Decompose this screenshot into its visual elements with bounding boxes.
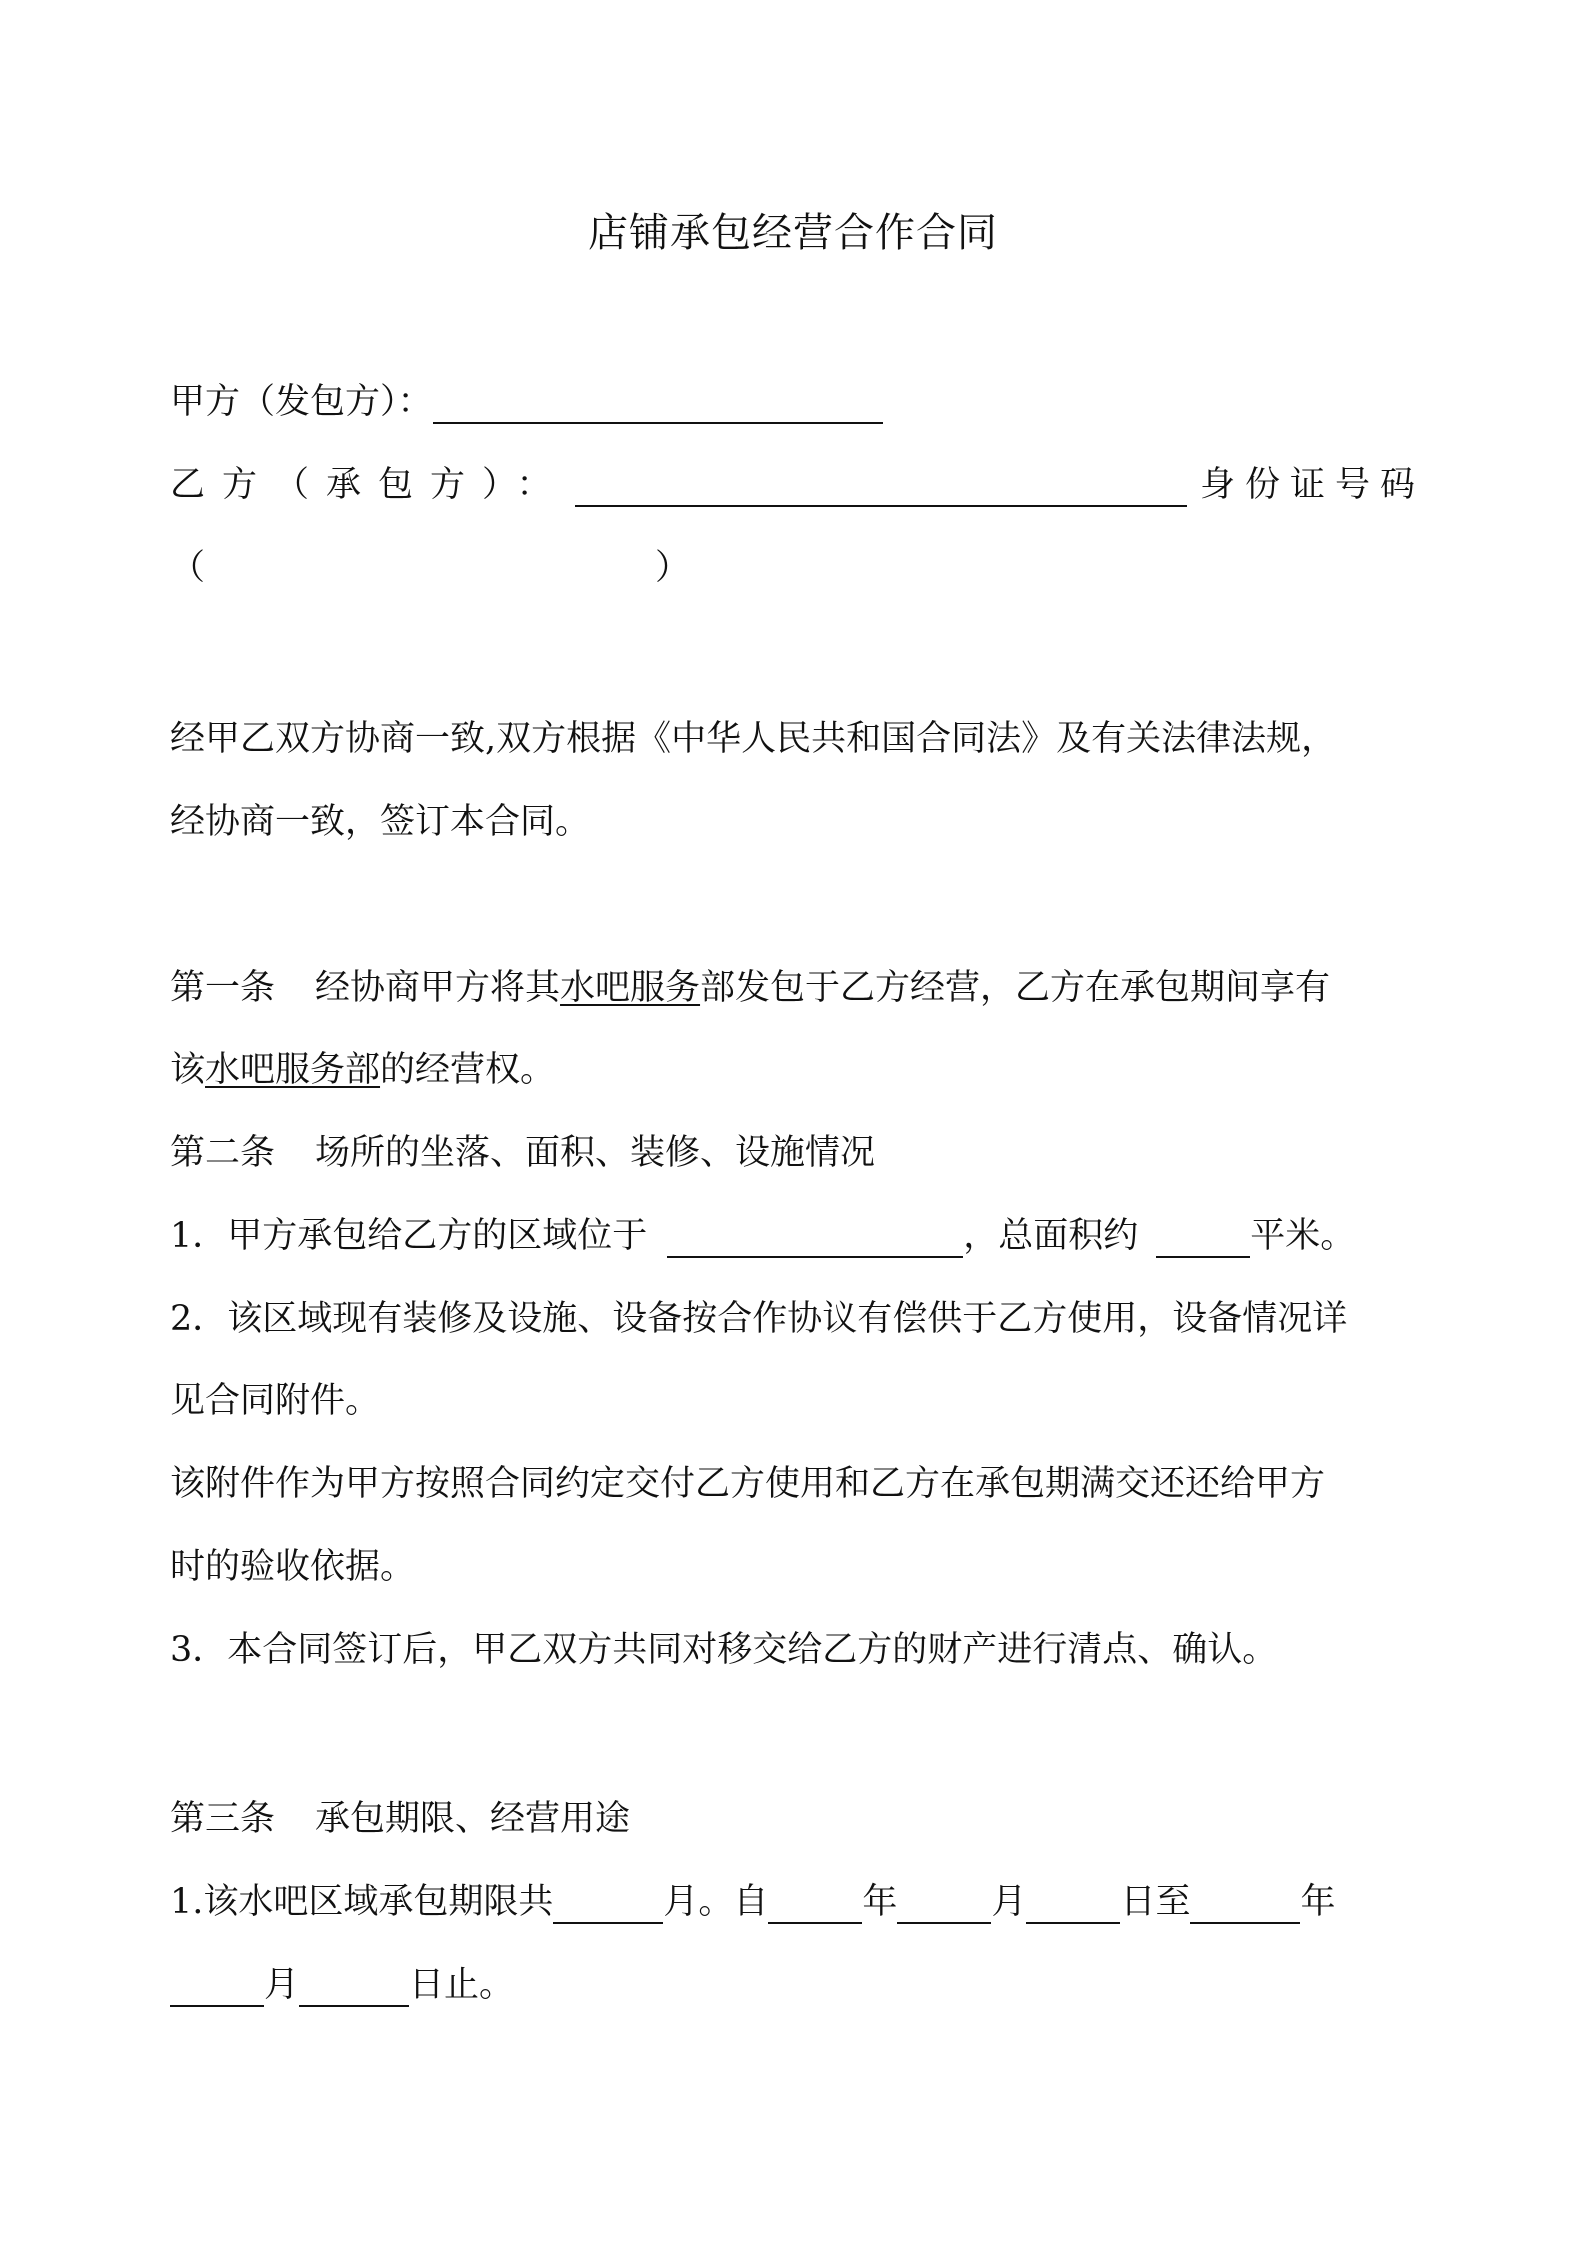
article1-text-b: 部发包于乙方经营，乙方在承包期间享有 <box>700 968 1331 1008</box>
party-a-line <box>170 380 883 424</box>
area-blank <box>1156 1222 1250 1258</box>
article1-line-1 <box>170 966 1330 1010</box>
article2-item1-b: ，总面积约 <box>963 1216 1139 1256</box>
article3-item1-a: 1.该水吧区域承包期限共 <box>170 1882 554 1922</box>
start-month-blank <box>897 1888 991 1924</box>
article2-heading-line <box>170 1131 875 1175</box>
article3-item1-year: 年 <box>862 1882 898 1922</box>
preamble-line-2: 经协商一致，签订本合同。 <box>170 802 591 842</box>
article3-line2-month: 月 <box>264 1965 300 2005</box>
article2-item1 <box>170 1214 1355 1258</box>
article3-subject: 承包期限、经营用途 <box>315 1799 631 1839</box>
article3-heading: 第三条 <box>170 1799 276 1839</box>
article3-item1-line-1 <box>170 1880 1335 1924</box>
article2-item1-a: 1．甲方承包给乙方的区域位于 <box>170 1216 648 1256</box>
article2-note-line-1: 该附件作为甲方按照合同约定交付乙方使用和乙方在承包期满交还还给甲方 <box>170 1464 1326 1504</box>
id-paren-open: （ <box>170 548 206 588</box>
article2-item2-line-2: 见合同附件。 <box>170 1381 381 1421</box>
article3-item1-line-2 <box>170 1963 514 2007</box>
article3-item1-day-to: 日至 <box>1120 1882 1191 1922</box>
party-a-blank <box>433 388 883 424</box>
article1-line-2 <box>170 1048 555 1092</box>
article2-item1-c: 平米。 <box>1250 1216 1356 1256</box>
article2-item2-line-1: 2．该区域现有装修及设施、设备按合作协议有偿供于乙方使用，设备情况详 <box>170 1299 1348 1339</box>
party-b-line <box>170 463 1425 507</box>
article3-line2-end: 日止。 <box>409 1965 515 2005</box>
article3-heading-line <box>170 1797 630 1841</box>
id-paren-close: ） <box>655 548 691 588</box>
end-day-blank <box>299 1971 409 2007</box>
article3-item1-month: 月。自 <box>663 1882 769 1922</box>
article3-item1-month2: 月 <box>991 1882 1027 1922</box>
article3-item1-year2: 年 <box>1300 1882 1336 1922</box>
term-months-blank <box>553 1888 663 1924</box>
party-b-blank <box>575 471 1187 507</box>
party-b-label: 乙方（承包方）： <box>170 465 569 505</box>
end-month-blank <box>170 1971 264 2007</box>
article2-heading: 第二条 <box>170 1133 276 1173</box>
article1-line2-a: 该 <box>170 1050 206 1090</box>
article2-note-line-2: 时的验收依据。 <box>170 1547 416 1587</box>
article1-text-a: 经协商甲方将其 <box>315 968 561 1008</box>
start-year-blank <box>768 1888 862 1924</box>
location-blank <box>667 1222 963 1258</box>
article1-heading: 第一条 <box>170 968 276 1008</box>
article1-term: 水吧服务 <box>560 968 701 1008</box>
start-day-blank <box>1026 1888 1120 1924</box>
document-title: 店铺承包经营合作合同 <box>588 210 998 256</box>
id-number-label: 身份证号码 <box>1199 465 1425 505</box>
preamble-line-1: 经甲乙双方协商一致,双方根据《中华人民共和国合同法》及有关法律法规， <box>170 719 1337 759</box>
article1-line2-b: 的经营权。 <box>380 1050 556 1090</box>
party-a-label: 甲方（发包方）： <box>170 382 433 422</box>
article2-subject: 场所的坐落、面积、装修、设施情况 <box>315 1133 876 1173</box>
article1-line2-term: 水吧服务部 <box>205 1050 381 1090</box>
end-year-blank <box>1190 1888 1300 1924</box>
id-number-paren <box>170 546 690 590</box>
article2-item3: 3．本合同签订后，甲乙双方共同对移交给乙方的财产进行清点、确认。 <box>170 1630 1278 1670</box>
